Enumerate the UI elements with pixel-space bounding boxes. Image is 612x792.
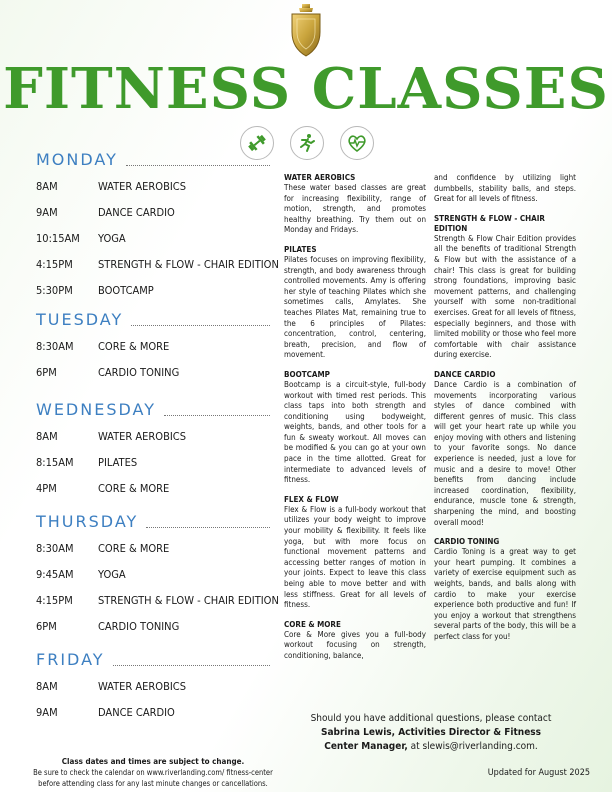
day-friday	[36, 650, 270, 726]
class-description-text: Flex & Flow is a full-body workout that utilizes your body weight to improve your mobility & flexibility. It feels like yoga, but with more focus on functional movement patterns and accessing better ranges of motion in your joints. Expect to leave this class being able to move better and with less stiffness. Great for all levels of fitness.	[284, 504, 426, 610]
class-time: 8:15AM	[36, 456, 74, 469]
class-description-text: These water based classes are great for increasing flexibility, range of motion, strength, and promotes healthy breathing. Try them out on Monday and Fridays.	[284, 183, 426, 235]
dotted-rule	[146, 527, 270, 528]
page-title: FITNESS CLASSES	[3, 56, 609, 122]
class-name: DANCE CARDIO	[98, 206, 175, 219]
class-row	[36, 278, 270, 304]
class-row	[36, 562, 270, 588]
class-description-title: BOOTCAMP	[284, 369, 330, 379]
class-name: DANCE CARDIO	[98, 706, 175, 719]
day-name: FRIDAY	[36, 650, 105, 669]
day-wednesday	[36, 400, 270, 502]
dotted-rule	[131, 325, 270, 326]
class-name: WATER AEROBICS	[98, 430, 186, 443]
day-tuesday	[36, 310, 270, 386]
class-name: CARDIO TONING	[98, 366, 180, 379]
class-description-title: WATER AEROBICS	[284, 173, 356, 182]
class-time: 8AM	[36, 180, 58, 193]
footer-email: at slewis@riverlanding.com.	[407, 741, 538, 752]
class-time: 8AM	[36, 430, 58, 443]
day-heading	[36, 512, 270, 536]
day-thursday	[36, 512, 279, 640]
class-name: CARDIO TONING	[98, 620, 180, 633]
class-description-title: CARDIO TONING	[434, 537, 500, 547]
class-description-title: DANCE CARDIO	[434, 369, 496, 379]
footer-contact-name: Sabrina Lewis, Activities Director & Fitness	[320, 727, 542, 738]
class-name: YOGA	[98, 232, 126, 245]
class-time: 6PM	[36, 620, 57, 633]
descriptions-column-1	[284, 173, 426, 671]
dotted-rule	[126, 165, 270, 166]
class-row	[36, 450, 270, 476]
class-row	[36, 200, 270, 226]
class-description-title: CORE & MORE	[284, 619, 341, 629]
day-name: TUESDAY	[36, 310, 124, 329]
day-heading	[36, 400, 270, 424]
dotted-rule	[113, 665, 270, 666]
class-row	[36, 174, 270, 200]
class-name: STRENGTH & FLOW - CHAIR EDITION	[98, 594, 279, 607]
crest-logo-icon	[288, 2, 324, 58]
class-row	[36, 476, 270, 502]
descriptions-column-2	[434, 173, 576, 652]
class-time: 4:15PM	[36, 258, 73, 271]
day-heading	[36, 650, 270, 674]
class-time: 9:45AM	[36, 568, 74, 581]
day-heading	[36, 310, 270, 334]
class-time: 6PM	[36, 366, 57, 379]
class-time: 4:15PM	[36, 594, 73, 607]
class-time: 8:30AM	[36, 542, 74, 555]
notice-body: Be sure to check the calendar on www.riverlanding.com/ fitness-center before attending class for any last minute changes or cancellations.	[33, 768, 273, 788]
class-name: BOOTCAMP	[98, 284, 154, 297]
class-row	[36, 334, 270, 360]
class-row	[36, 536, 270, 562]
class-description-text: Strength & Flow Chair Edition provides all the benefits of traditional Strength & Flow but with the assistance of a chair! This class is great for building strong foundations, improving basic movement patterns, and challenging yourself with some non-traditional exercises. Great for all levels of fitness, especially beginners, and those with limited mobility or those who feel more comfortable with chair assistance during exercise.	[434, 233, 576, 360]
contact-footer	[286, 712, 576, 754]
class-description-title: PILATES	[284, 244, 317, 254]
day-monday	[36, 150, 279, 304]
class-name: CORE & MORE	[98, 340, 170, 353]
class-description-text: Core & More gives you a full-body workout focusing on strength, conditioning, balance,	[284, 629, 426, 660]
class-time: 8:30AM	[36, 340, 74, 353]
updated-date: Updated for August 2025	[487, 768, 590, 778]
class-description-text: Bootcamp is a circuit-style, full-body workout with timed rest periods. This class taps into both strength and conditioning using bodyweight, weights, bands, and other tools for a fun & sweaty workout. All moves can be modified & you can go at your own pace in the time allotted. Great for intermediate to advanced levels of fitness.	[284, 379, 426, 485]
class-time: 8AM	[36, 680, 58, 693]
footer-line-1: Should you have additional questions, please contact	[310, 713, 552, 724]
heartbeat-icon	[340, 126, 374, 160]
class-name: WATER AEROBICS	[98, 680, 186, 693]
class-time: 5:30PM	[36, 284, 73, 297]
day-name: MONDAY	[36, 150, 118, 169]
class-name: PILATES	[98, 456, 138, 469]
dotted-rule	[164, 415, 270, 416]
class-row	[36, 700, 270, 726]
class-name: STRENGTH & FLOW - CHAIR EDITION	[98, 258, 279, 271]
class-name: WATER AEROBICS	[98, 180, 186, 193]
class-description-text: Dance Cardio is a combination of movements incorporating various styles of dance combined with different genres of music. This class will get your heart rate up while you enjoy moving with others and listening to your favorite songs. No dance experience is needed, just a love for music and a desire to move! Other benefits from dancing include increased coordination, flexibility, endurance, muscle tone & strength, sharpening the mind, and boosting overall mood!	[434, 379, 576, 527]
notice-heading: Class dates and times are subject to change.	[61, 757, 245, 766]
class-row	[36, 226, 270, 252]
class-description-title: STRENGTH & FLOW - CHAIR EDITION	[434, 213, 545, 233]
class-time: 9AM	[36, 706, 58, 719]
class-description-text: Pilates focuses on improving flexibility, strength, and body awareness through controlled movements. Amy is offering her style of teaching Pilates which she sometimes calls, Amylates. She teaches Pilates Mat, remaining true to the 6 principles of Pilates: concentration, control, centering, breath, precision, and flow of movement.	[284, 254, 426, 360]
class-name: CORE & MORE	[98, 482, 170, 495]
footer-contact-role: Center Manager,	[324, 741, 408, 752]
schedule-change-notice	[30, 756, 276, 789]
day-heading	[36, 150, 270, 174]
class-description-title: FLEX & FLOW	[284, 494, 339, 504]
class-description-text: Cardio Toning is a great way to get your heart pumping. It combines a variety of exercise equipment such as weights, bands, and balls along with cardio to make your exercise experience both productive and fun! If you enjoy a workout that strengthens several parts of the body, this will be a perfect class for you!	[434, 547, 576, 641]
class-name: CORE & MORE	[98, 542, 170, 555]
class-row	[36, 424, 270, 450]
class-row	[36, 614, 270, 640]
day-name: WEDNESDAY	[36, 400, 156, 419]
running-person-icon	[290, 126, 324, 160]
class-row	[36, 588, 279, 614]
class-description-text: and confidence by utilizing light dumbbells, stability balls, and steps. Great for all levels of fitness.	[434, 173, 576, 204]
class-row	[36, 674, 270, 700]
class-row	[36, 252, 279, 278]
class-time: 4PM	[36, 482, 57, 495]
class-time: 10:15AM	[36, 232, 80, 245]
class-time: 9AM	[36, 206, 58, 219]
class-name: YOGA	[98, 568, 126, 581]
class-row	[36, 360, 270, 386]
day-name: THURSDAY	[36, 512, 139, 531]
